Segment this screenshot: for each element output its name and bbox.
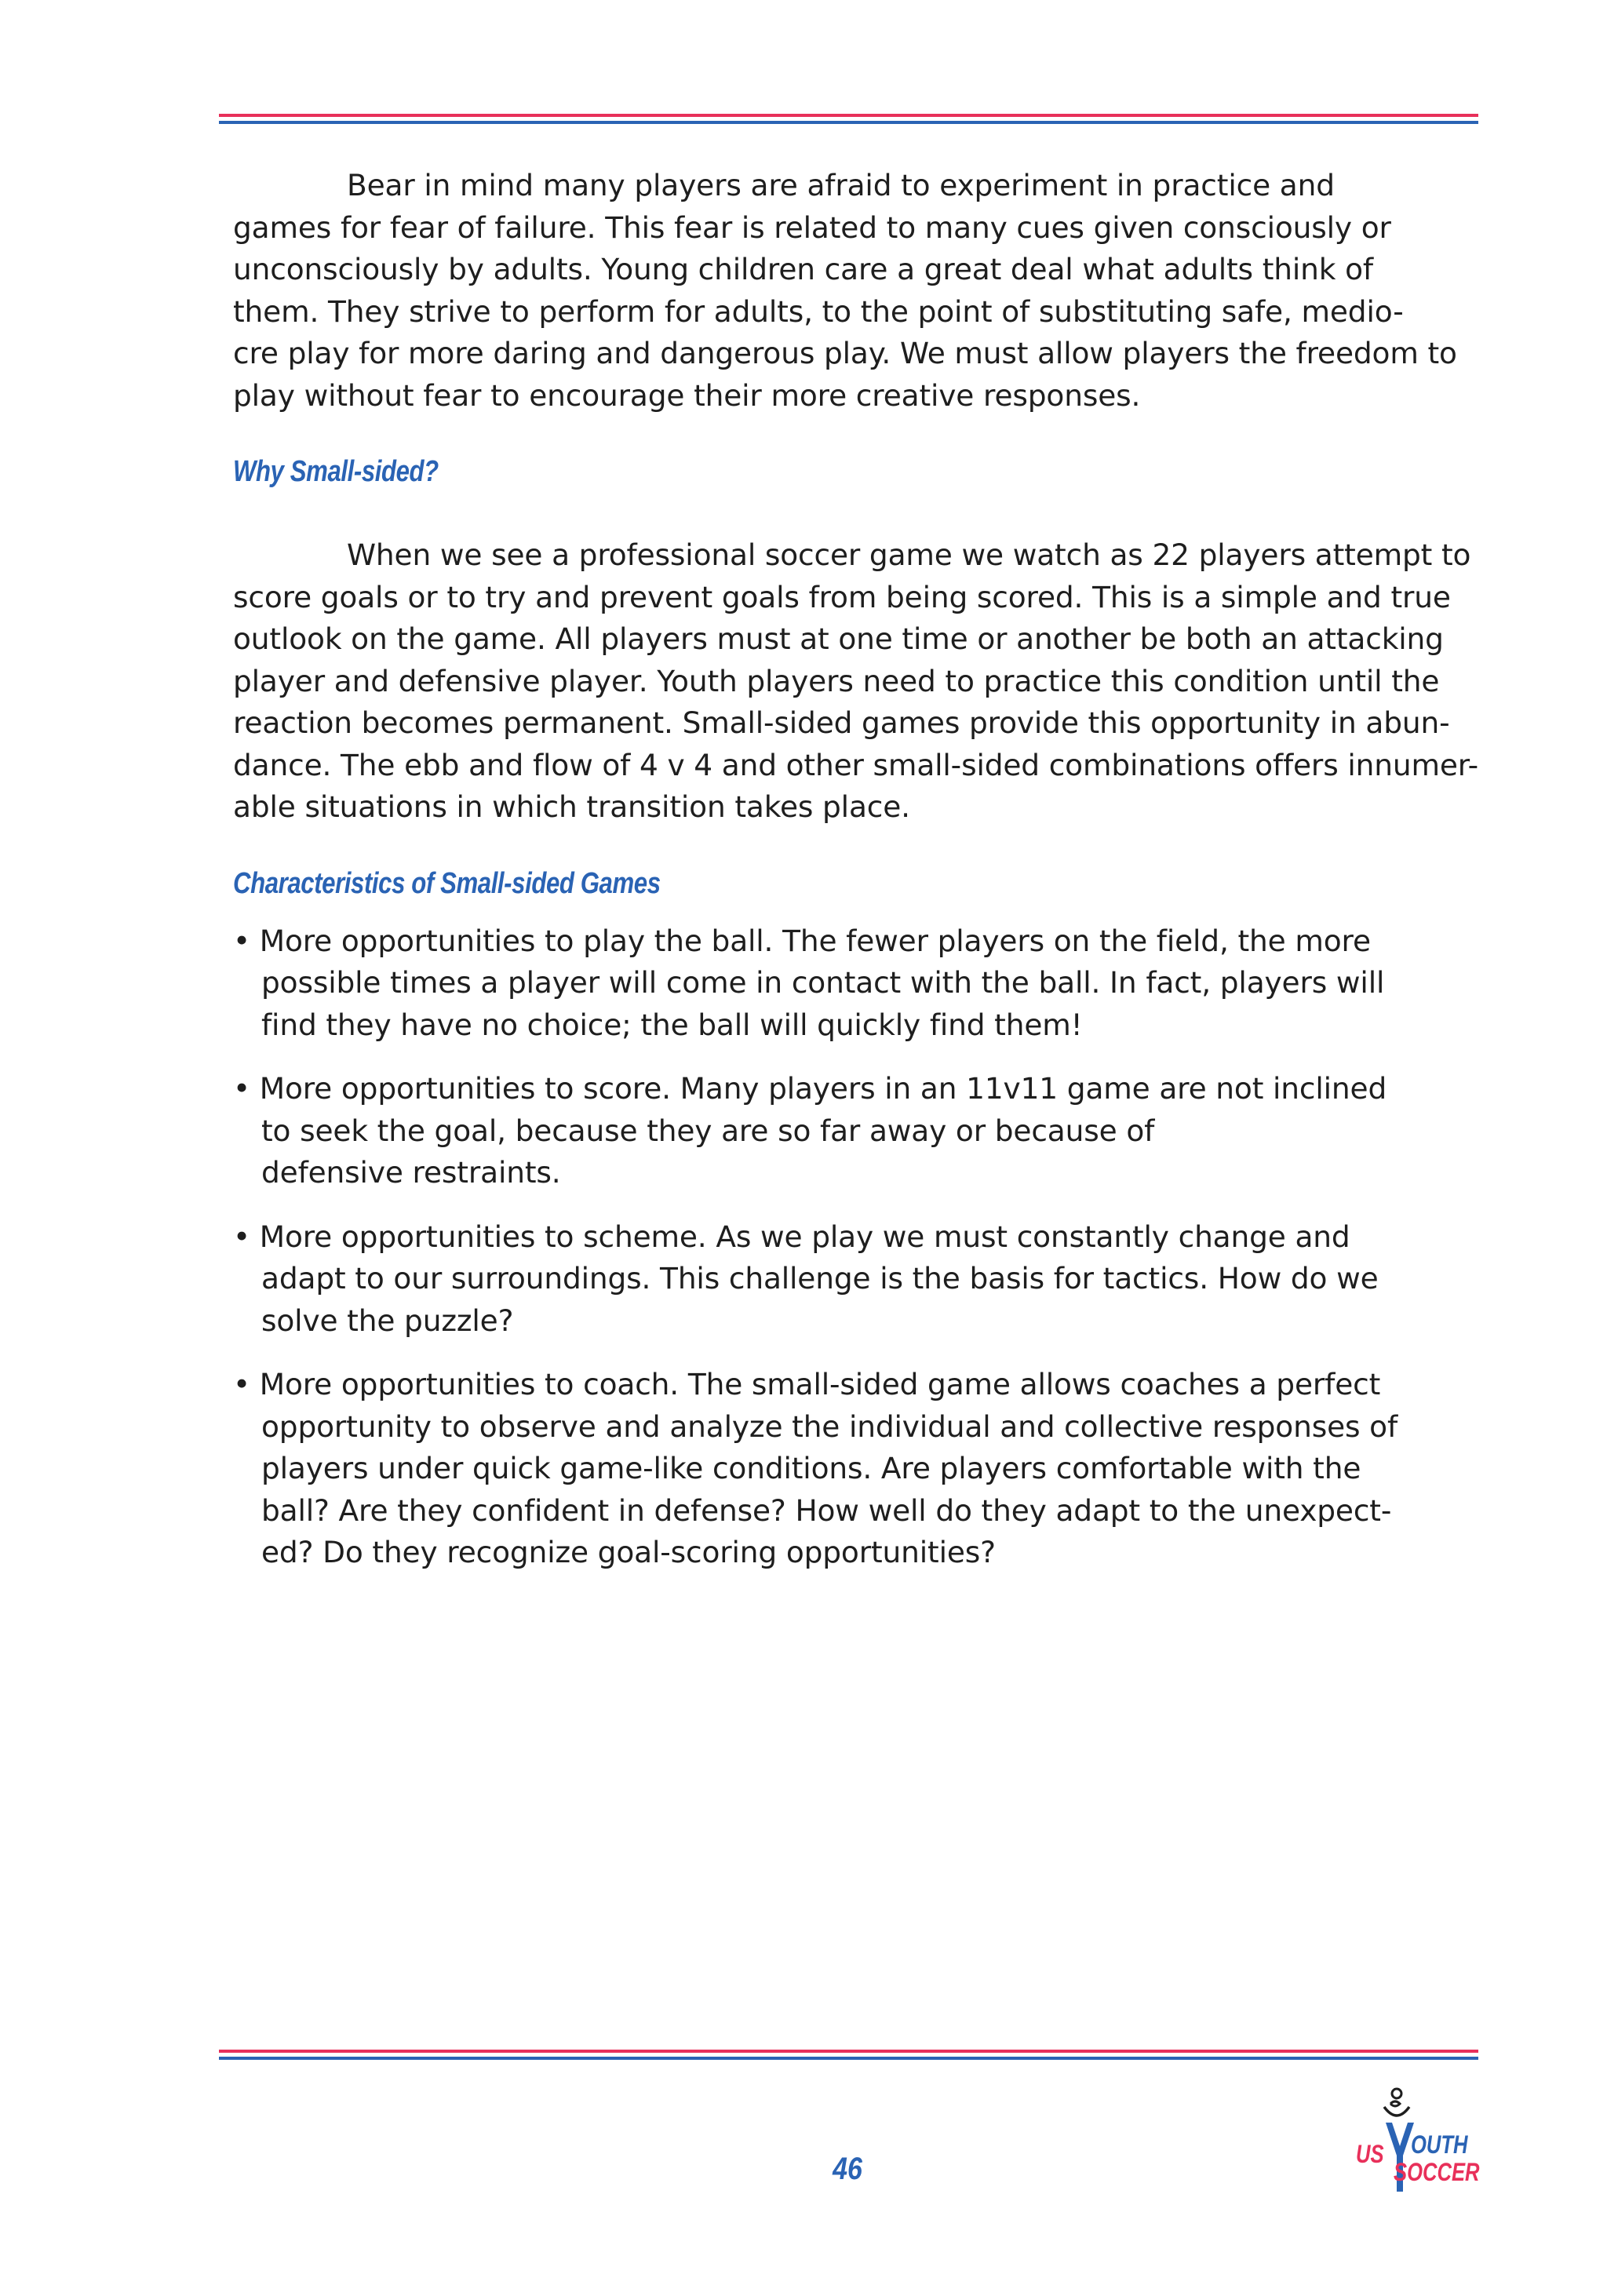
why-line: player and defensive player. Youth players need to practice this condition until the [233, 663, 1440, 698]
intro-line: games for fear of failure. This fear is related to many cues given consciously or [233, 210, 1391, 245]
bullet-line: to seek the goal, because they are so far away or because of [261, 1113, 1155, 1148]
why-line: When we see a professional soccer game we watch as 22 players attempt to [347, 538, 1471, 572]
page-number: 46 [833, 2152, 862, 2186]
logo-us-text: US [1356, 2140, 1384, 2168]
logo-outh-text: OUTH [1411, 2130, 1468, 2159]
bullet-scheme [233, 1216, 1489, 1343]
bullet-line: • More opportunities to score. Many players in an 11v11 game are not inclined [233, 1071, 1387, 1106]
bullet-score [233, 1068, 1489, 1194]
intro-line: cre play for more daring and dangerous play. We must allow players the freedom to [233, 336, 1457, 370]
bottom-rule [219, 2050, 1478, 2060]
bullet-line: • More opportunities to scheme. As we play we must constantly change and [233, 1219, 1350, 1254]
intro-line: them. They strive to perform for adults, to the point of substituting safe, medio- [233, 293, 1404, 329]
bullet-line: opportunity to observe and analyze the individual and collective responses of [261, 1409, 1398, 1444]
why-line: outlook on the game. All players must at one time or another be both an attacking [233, 621, 1444, 656]
bullet-coach [233, 1364, 1489, 1574]
bullet-line: ball? Are they confident in defense? How well do they adapt to the unexpect- [261, 1492, 1392, 1528]
bullet-line: solve the puzzle? [261, 1303, 514, 1338]
bullet-line: find they have no choice; the ball will quickly find them! [261, 1007, 1083, 1042]
logo-soccer-text: SOCCER [1394, 2158, 1480, 2186]
why-paragraph [233, 534, 1489, 829]
why-line: score goals or to try and prevent goals from being scored. This is a simple and true [233, 579, 1451, 614]
bullet-line: adapt to our surroundings. This challenge is the basis for tactics. How do we [261, 1261, 1379, 1296]
intro-paragraph [233, 165, 1489, 417]
why-line: able situations in which transition takes place. [233, 789, 910, 824]
bullet-line: possible times a player will come in contact with the ball. In fact, players will [261, 965, 1385, 1000]
why-line: reaction becomes permanent. Small-sided games provide this opportunity in abun- [233, 705, 1450, 740]
bullet-line: • More opportunities to play the ball. The fewer players on the field, the more [233, 923, 1371, 958]
bullet-line: defensive restraints. [261, 1155, 561, 1190]
bullet-line: ed? Do they recognize goal-scoring opportunities? [261, 1535, 996, 1569]
bullet-play-the-ball [233, 920, 1489, 1047]
intro-line: play without fear to encourage their more creative responses. [233, 377, 1141, 413]
top-rule-blue [219, 121, 1478, 124]
bullet-line: • More opportunities to coach. The small-sided game allows coaches a perfect [233, 1367, 1381, 1401]
heading-characteristics: Characteristics of Small-sided Games [233, 866, 661, 900]
why-line: dance. The ebb and flow of 4 v 4 and other small-sided combinations offers innumer- [233, 747, 1479, 782]
page-content [233, 165, 1489, 1596]
heading-why-small-sided: Why Small-sided? [233, 455, 439, 488]
intro-line: unconsciously by adults. Young children care a great deal what adults think of [233, 252, 1373, 286]
us-youth-soccer-logo [1356, 2083, 1481, 2201]
intro-line: Bear in mind many players are afraid to experiment in practice and [347, 168, 1335, 202]
bullet-line: players under quick game-like conditions. Are players comfortable with the [261, 1451, 1361, 1485]
bottom-rule-blue [219, 2057, 1478, 2060]
top-rule [219, 114, 1478, 124]
